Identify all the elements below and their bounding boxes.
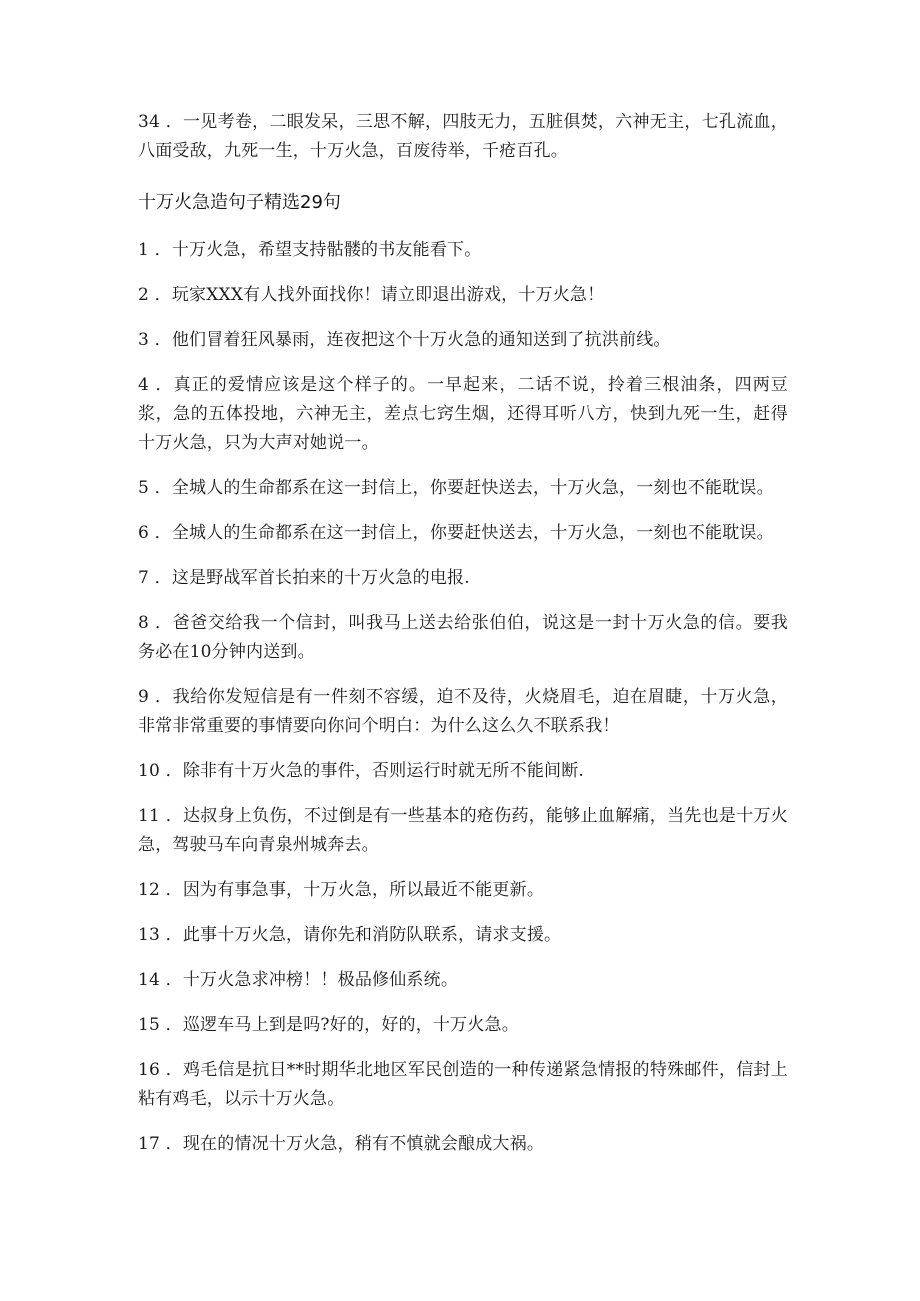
list-item: 10 ．除非有十万火急的事件，否则运行时就无所不能间断.: [138, 761, 585, 781]
list-item: 15 ．巡逻车马上到是吗?好的，好的，十万火急。: [138, 1015, 519, 1035]
section-heading: 十万火急造句子精选29句: [138, 192, 341, 213]
list-item: 1 ．十万火急，希望支持骷髅的书友能看下。: [138, 240, 482, 260]
list-item: 7 ．这是野战军首长拍来的十万火急的电报.: [138, 568, 470, 588]
list-item: 6 ．全城人的生命都系在这一封信上，你要赶快送去，十万火急，一刻也不能耽误。: [138, 523, 774, 543]
list-item: 3 ．他们冒着狂风暴雨，连夜把这个十万火急的通知送到了抗洪前线。: [138, 330, 671, 350]
list-item: 5 ．全城人的生命都系在这一封信上，你要赶快送去，十万火急，一刻也不能耽误。: [138, 478, 774, 498]
list-item: 13 ．此事十万火急，请你先和消防队联系，请求支援。: [138, 925, 562, 945]
list-item: 16 ．鸡毛信是抗日**时期华北地区军民创造的一种传递紧急情报的特殊邮件，信封上粘有鸡毛，以示十万火急。: [138, 1060, 788, 1109]
sentence-list: [138, 236, 788, 1159]
document-page: [138, 108, 788, 1175]
list-item: 17 ．现在的情况十万火急，稍有不慎就会酿成大祸。: [138, 1134, 545, 1154]
list-item: 12 ．因为有事急事，十万火急，所以最近不能更新。: [138, 880, 545, 900]
list-item: 14 ．十万火急求冲榜！！极品修仙系统。: [138, 970, 459, 990]
intro-paragraph: 34 ．一见考卷，二眼发呆，三思不解，四肢无力，五脏俱焚，六神无主，七孔流血，八面受敌，九死一生，十万火急，百废待举，千疮百孔。: [138, 112, 788, 161]
list-item: 4 ．真正的爱情应该是这个样子的。一早起来，二话不说，拎着三根油条，四两豆浆，急的五体投地，六神无主，差点七窍生烟，还得耳听八方，快到九死一生，赶得十万火急，只为大声对她说一。: [138, 375, 788, 453]
list-item: 11 ．达叔身上负伤，不过倒是有一些基本的疮伤药，能够止血解痛，当先也是十万火急，驾驶马车向青泉州城奔去。: [138, 806, 788, 855]
list-item: 9 ．我给你发短信是有一件刻不容缓，迫不及待，火烧眉毛，迫在眉睫，十万火急，非常非常重要的事情要向你问个明白：为什么这么久不联系我！: [138, 687, 788, 736]
list-item: 2 ．玩家XXX有人找外面找你！请立即退出游戏，十万火急！: [138, 285, 605, 305]
list-item: 8 ．爸爸交给我一个信封，叫我马上送去给张伯伯，说这是一封十万火急的信。要我务必在10分钟内送到。: [138, 613, 788, 662]
